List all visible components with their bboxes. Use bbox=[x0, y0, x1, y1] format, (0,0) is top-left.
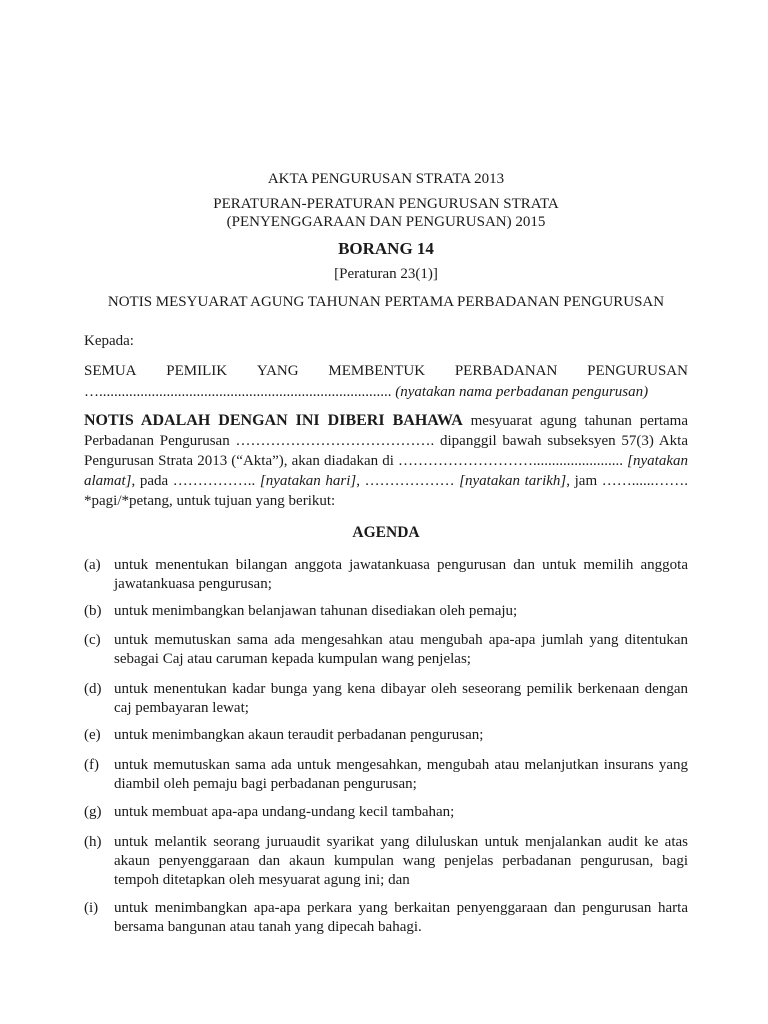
management-corporation-name-line bbox=[84, 384, 688, 401]
agenda-item-letter: (e) bbox=[84, 727, 101, 743]
agenda-item-text: untuk melantik seorang juruaudit syarikat yang diluluskan untuk menjalankan audit ke atas akaun penyenggaraan dan akaun kumpulan wang penjelas perbadanan pengurusan, bagi tempoh ditetapkan oleh mesyuarat agung ini; dan bbox=[114, 834, 688, 888]
agenda-item-f bbox=[84, 756, 688, 794]
agenda-item-a bbox=[84, 556, 688, 594]
agenda-item-letter: (g) bbox=[84, 804, 102, 820]
form-title: BORANG 14 bbox=[338, 239, 434, 258]
agenda-item-text: untuk menentukan kadar bunga yang kena dibayar oleh seseorang pemilik berkenaan dengan caj pembayaran lewat; bbox=[114, 681, 688, 716]
agenda-item-d bbox=[84, 680, 688, 718]
agenda-item-text: untuk memutuskan sama ada mengesahkan atau mengubah apa-apa jumlah yang ditentukan sebagai Caj atau caruman kepada kumpulan wang penjelas; bbox=[114, 632, 688, 667]
notice-title: NOTIS MESYUARAT AGUNG TAHUNAN PERTAMA PERBADANAN PENGURUSAN bbox=[107, 294, 665, 310]
day-hint: [nyatakan hari] bbox=[259, 473, 357, 489]
agenda-item-h bbox=[84, 833, 688, 890]
agenda-item-text: untuk menimbangkan apa-apa perkara yang berkaitan penyenggaraan dan pengurusan harta bersama bangunan atau tanah yang dipecah bahagi. bbox=[114, 900, 688, 935]
recipient-word: PENGURUSAN bbox=[587, 363, 688, 379]
recipient-word: PERBADANAN bbox=[454, 363, 558, 379]
agenda-item-letter: (h) bbox=[84, 834, 102, 850]
agenda-item-letter: (f) bbox=[84, 757, 99, 773]
agenda-item-e bbox=[84, 726, 688, 745]
agenda-item-g bbox=[84, 803, 688, 822]
recipient-line bbox=[84, 363, 688, 380]
agenda-item-text: untuk menimbangkan belanjawan tahunan disediakan oleh pemaju; bbox=[114, 603, 518, 619]
agenda-item-text: untuk menentukan bilangan anggota jawatankuasa pengurusan dan untuk memilih anggota jawatankuasa pengurusan; bbox=[114, 557, 688, 592]
notice-text-part-2: , pada …………….. bbox=[131, 473, 260, 489]
recipient-word: SEMUA bbox=[84, 363, 137, 379]
regulations-title-line-2: (PENYENGGARAAN DAN PENGURUSAN) 2015 bbox=[226, 214, 546, 230]
address-hint: [nyatakan alamat] bbox=[84, 453, 688, 489]
agenda-item-letter: (b) bbox=[84, 603, 102, 619]
recipient-word: PEMILIK bbox=[166, 363, 228, 379]
notice-text-part-4: , jam ……......……. *pagi/*petang, untuk tujuan yang berikut: bbox=[84, 473, 688, 509]
agenda-item-i bbox=[84, 899, 688, 937]
notice-text-part-3: , ……………… bbox=[356, 473, 460, 489]
agenda-item-b bbox=[84, 602, 688, 621]
management-corporation-name-blank: ….............................................................................. bbox=[84, 384, 392, 400]
agenda-item-letter: (c) bbox=[84, 632, 101, 648]
agenda-heading: AGENDA bbox=[352, 524, 420, 541]
regulations-title-line-1: PERATURAN-PERATURAN PENGURUSAN STRATA bbox=[213, 196, 559, 212]
agenda-item-letter: (a) bbox=[84, 557, 101, 573]
notice-lead: NOTIS ADALAH DENGAN INI DIBERI BAHAWA bbox=[84, 412, 463, 429]
agenda-item-letter: (d) bbox=[84, 681, 102, 697]
management-corporation-name-instruction: (nyatakan nama perbadanan pengurusan) bbox=[395, 384, 649, 400]
agenda-item-text: untuk memutuskan sama ada untuk mengesahkan, mengubah atau melanjutkan insurans yang diambil oleh pemaju bagi perbadanan pengurusan; bbox=[114, 757, 688, 792]
notice-paragraph bbox=[84, 411, 688, 511]
notice-text-part-1: mesyuarat agung tahunan pertama Perbadanan Pengurusan …………………………………. dipanggil bawah subseksyen 57(3) Akta Pengurusan Strata 2013 (“Akta”), akan diadakan di ………………………........................ bbox=[84, 413, 689, 469]
date-hint: [nyatakan tarikh] bbox=[459, 473, 567, 489]
recipient-word: MEMBENTUK bbox=[328, 363, 426, 379]
agenda-item-letter: (i) bbox=[84, 900, 99, 916]
agenda-item-text: untuk membuat apa-apa undang-undang kecil tambahan; bbox=[114, 804, 455, 820]
regulation-reference: [Peraturan 23(1)] bbox=[334, 266, 438, 282]
act-title: AKTA PENGURUSAN STRATA 2013 bbox=[267, 171, 505, 187]
recipient-label: Kepada: bbox=[84, 333, 134, 349]
recipient-word: YANG bbox=[256, 363, 299, 379]
agenda-item-c bbox=[84, 631, 688, 669]
agenda-item-text: untuk menimbangkan akaun teraudit perbadanan pengurusan; bbox=[114, 727, 484, 743]
